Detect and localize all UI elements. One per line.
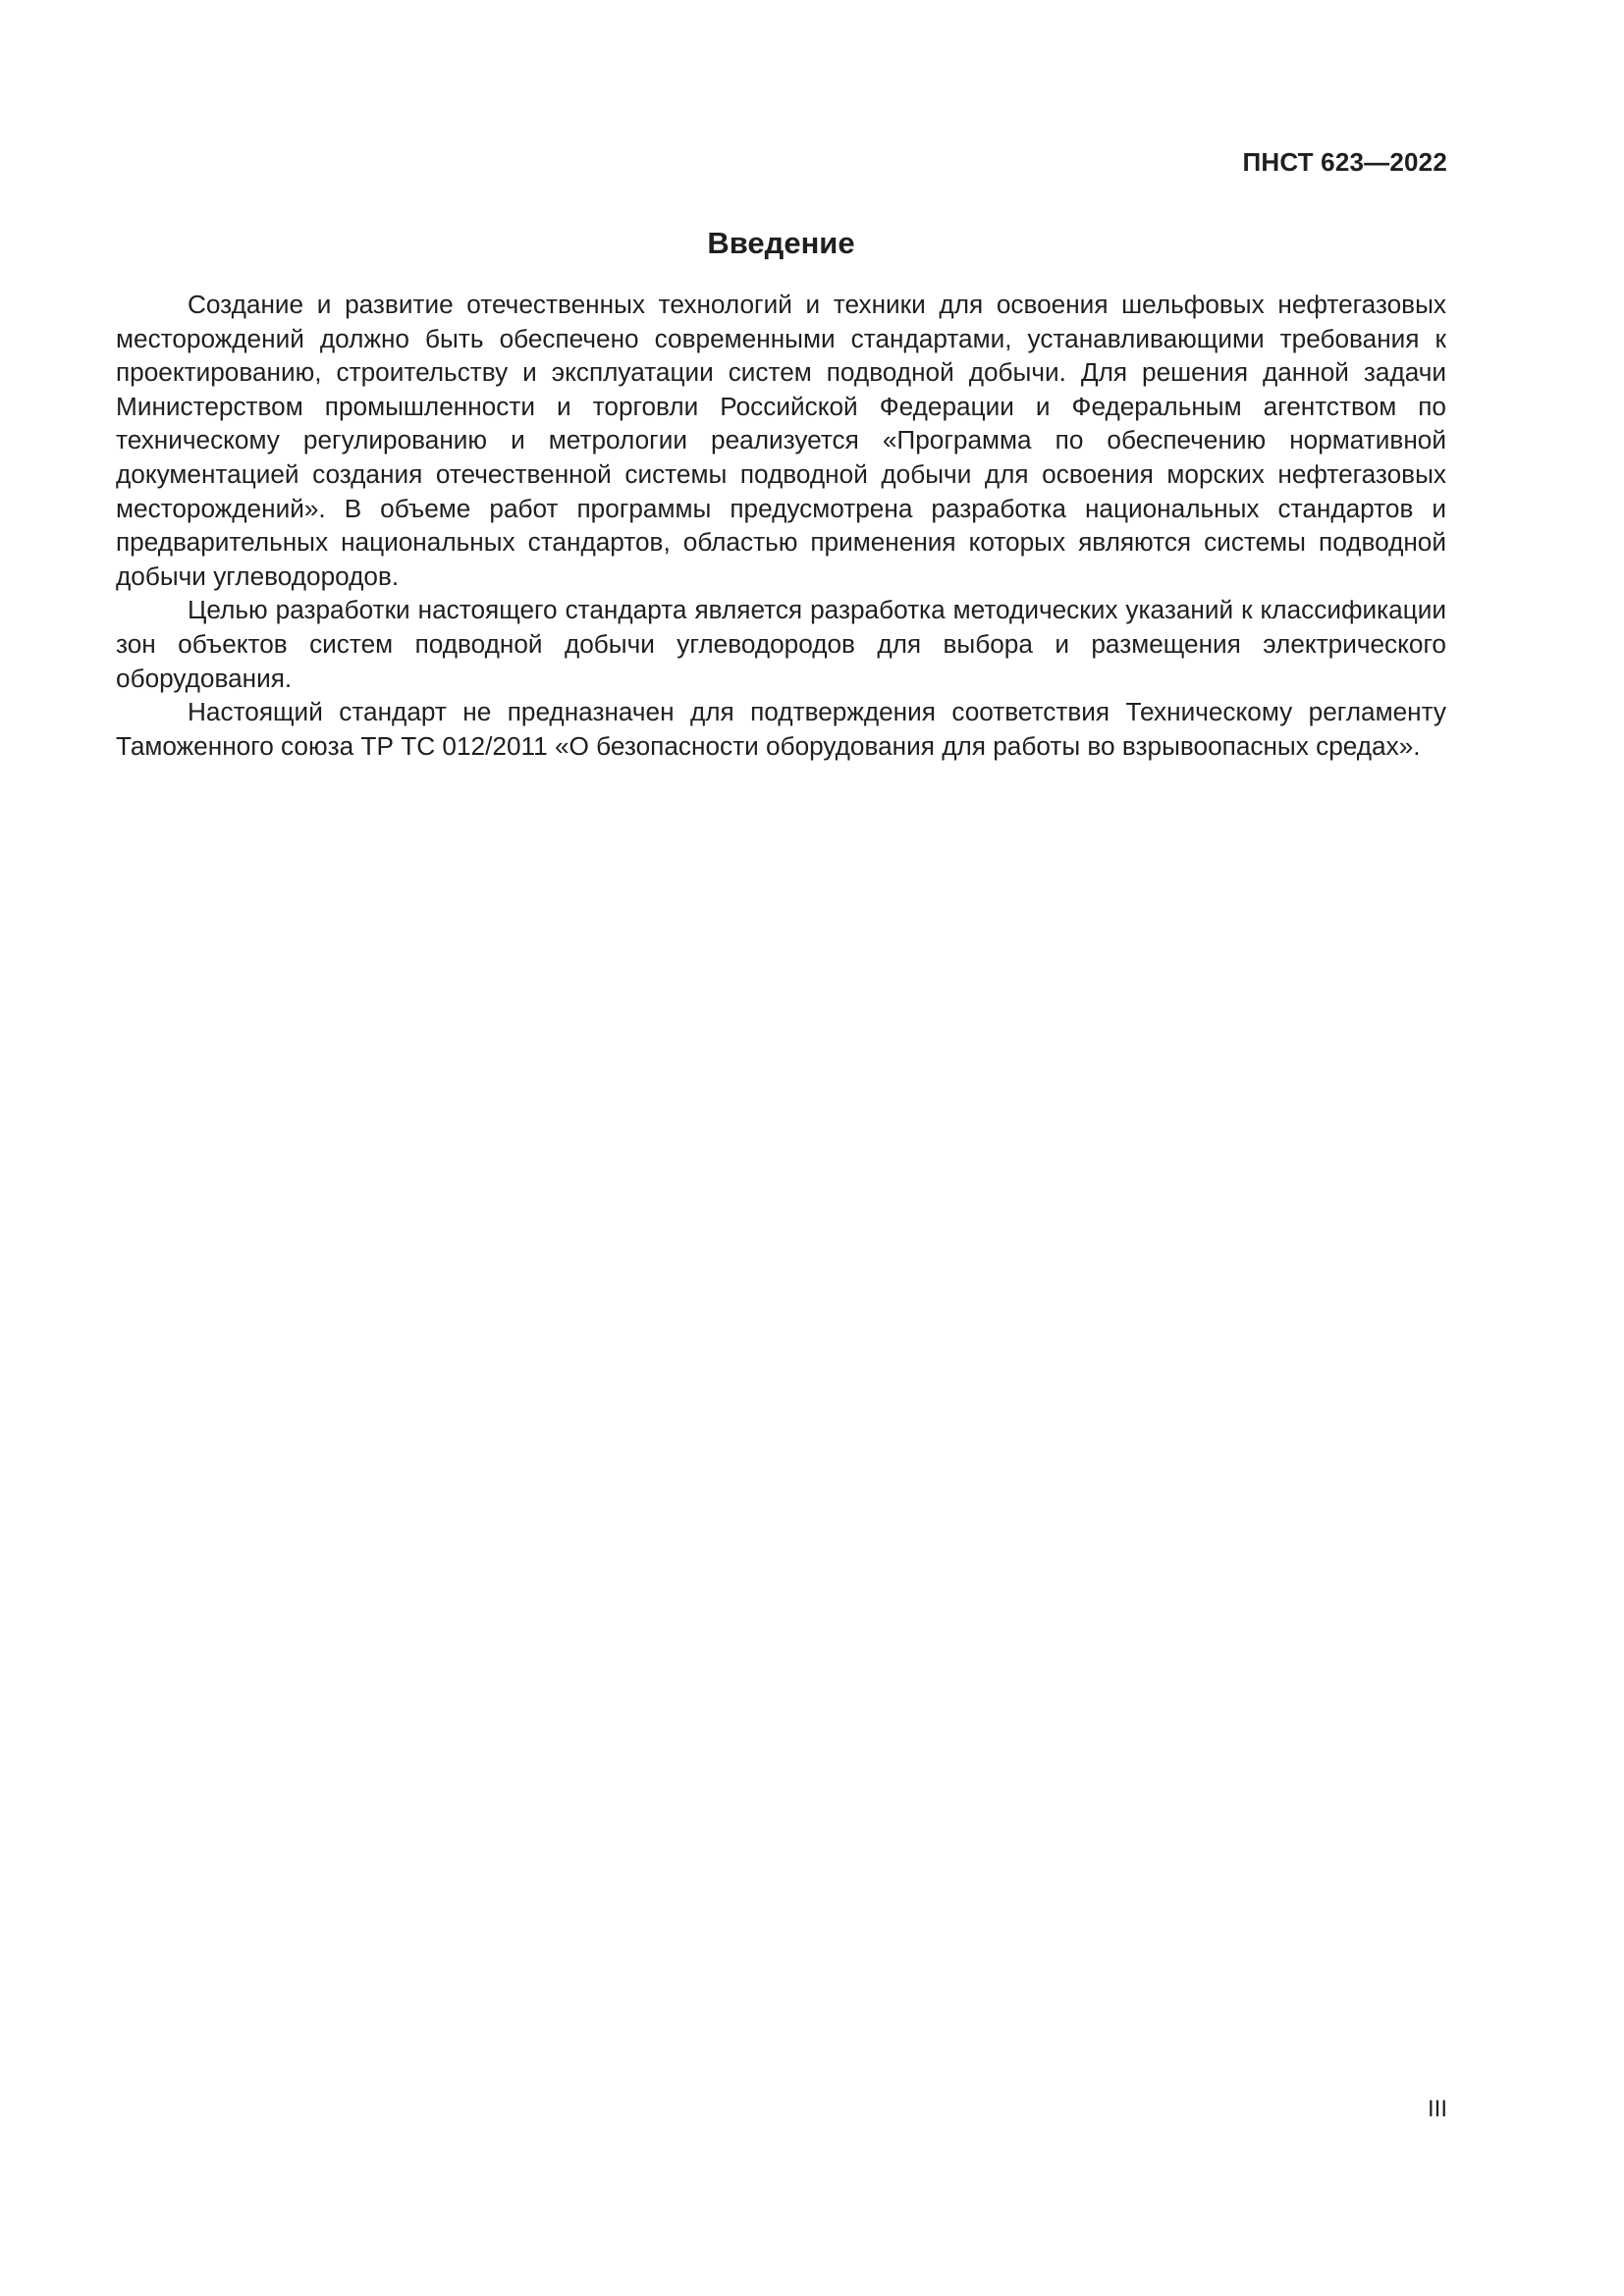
document-code: ПНСТ 623—2022 [1242,147,1447,177]
paragraph-3: Настоящий стандарт не предназначен для подтверждения соответствия Техническому регламенту Таможенного союза ТР ТС 012/2011 «О безопасности оборудования для работы во взрывоопасных средах». [116,697,1446,761]
section-title: Введение [707,226,855,260]
body-text [116,288,1446,763]
paragraph-2: Целью разработки настоящего стандарта является разработка методических указаний к классификации зон объектов систем подводной добычи углеводородов для выбора и размещения электрического оборудования. [116,595,1446,693]
page-number: III [1427,2096,1447,2122]
paragraph-1: Создание и развитие отечественных технологий и техники для освоения шельфовых нефтегазовых месторождений должно быть обеспечено современными стандартами, устанавливающими требования к проектированию, строительству и эксплуатации систем подводной добычи. Для решения данной задачи Министерством промышленности и торговли Российской Федерации и Федеральным агентством по техническому регулированию и метрологии реализуется «Программа по обеспечению нормативной документацией создания отечественной системы подводной добычи для освоения морских нефтегазовых месторождений». В объеме работ программы предусмотрена разработка национальных стандартов и предварительных национальных стандартов, областью применения которых являются системы подводной добычи углеводородов. [116,290,1446,591]
